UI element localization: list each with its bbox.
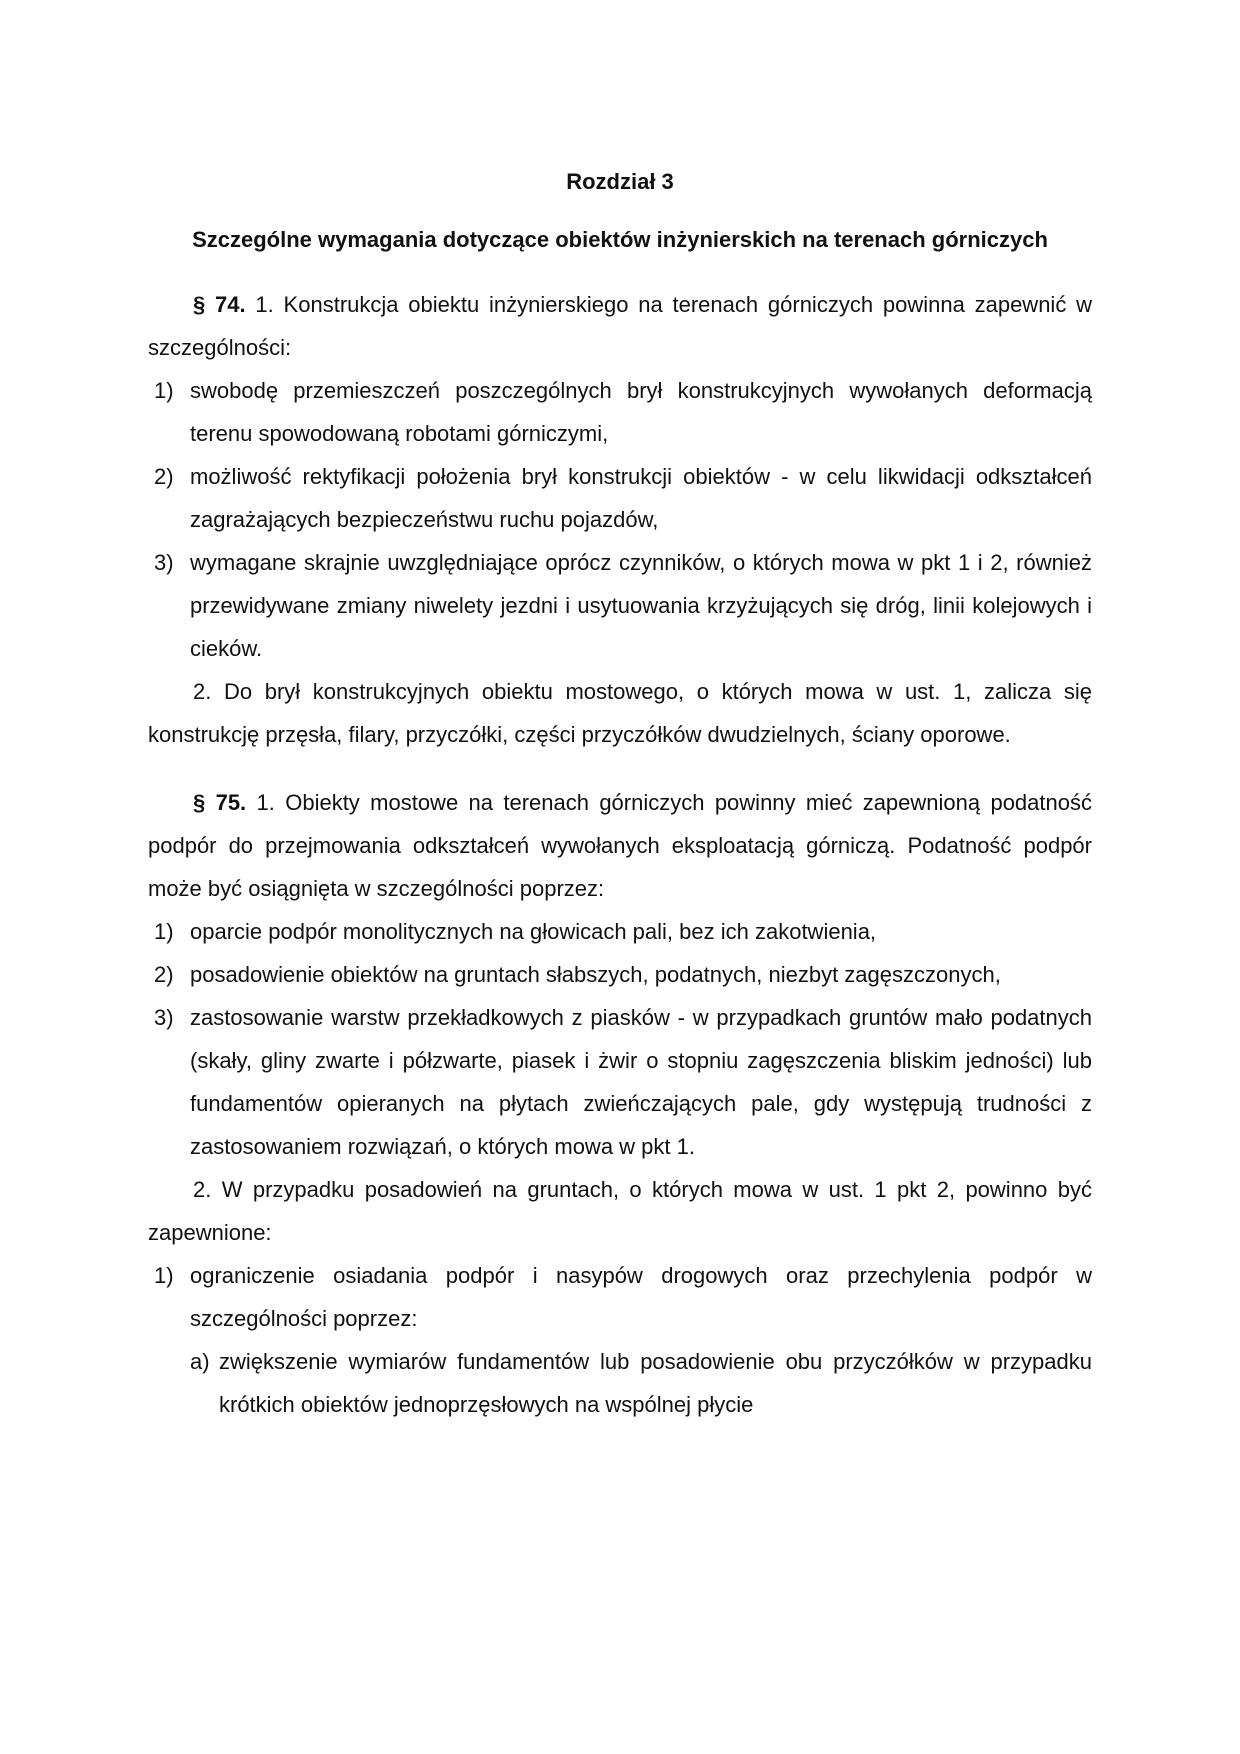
list-item (148, 910, 1092, 953)
document-page (148, 168, 1092, 1426)
list-item-text: ograniczenie osiadania podpór i nasypów drogowych oraz przechylenia podpór w szczególności poprzez: (190, 1263, 1092, 1331)
chapter-title: Rozdział 3 (566, 169, 674, 194)
list-item (148, 1254, 1092, 1340)
list-item (148, 996, 1092, 1168)
list-item-text: posadowienie obiektów na gruntach słabszych, podatnych, niezbyt zagęszczonych, (190, 962, 1001, 987)
list-item (148, 541, 1092, 670)
list-item-number: 1) (154, 378, 174, 403)
list-item-number: 3) (154, 550, 174, 575)
section-75-paragraph-2: 2. W przypadku posadowień na gruntach, o których mowa w ust. 1 pkt 2, powinno być zapewnione: (148, 1177, 1092, 1245)
list-item-number: 2) (154, 962, 174, 987)
section-74 (148, 283, 1092, 756)
section-75-list-2 (148, 1254, 1092, 1426)
list-item-number: 3) (154, 1005, 174, 1030)
list-item-text: wymagane skrajnie uwzględniające oprócz czynników, o których mowa w pkt 1 i 2, również przewidywane zmiany niwelety jezdni i usytuowania krzyżujących się dróg, linii kolejowych i cieków. (190, 550, 1092, 661)
section-75 (148, 781, 1092, 1426)
list-item-text: zastosowanie warstw przekładkowych z piasków - w przypadkach gruntów mało podatnych (skały, gliny zwarte i półzwarte, piasek i żwir o stopniu zagęszczenia bliskim jedności) lub fundamentów opieranych na płytach zwieńczających pale, gdy występują trudności z zastosowaniem rozwiązań, o których mowa w pkt 1. (190, 1005, 1092, 1159)
sub-list-item-letter: a) (190, 1349, 210, 1374)
sub-list-item-text: zwiększenie wymiarów fundamentów lub posadowienie obu przyczółków w przypadku krótkich obiektów jednoprzęsłowych na wspólnej płycie (219, 1349, 1092, 1417)
chapter-heading: Szczególne wymagania dotyczące obiektów inżynierskich na terenach górniczych (192, 227, 1048, 252)
section-75-intro (148, 781, 1092, 910)
section-75-intro-text: 1. Obiekty mostowe na terenach górniczych powinny mieć zapewnioną podatność podpór do przejmowania odkształceń wywołanych eksploatacją górniczą. Podatność podpór może być osiągnięta w szczególności poprzez: (148, 790, 1092, 901)
section-75-label: § 75. (193, 790, 247, 815)
list-item-number: 2) (154, 464, 174, 489)
list-item (148, 953, 1092, 996)
list-item-text: możliwość rektyfikacji położenia brył konstrukcji obiektów - w celu likwidacji odkształceń zagrażających bezpieczeństwu ruchu pojazdów, (190, 464, 1092, 532)
section-75-list (148, 910, 1092, 1168)
list-item-text: oparcie podpór monolitycznych na głowicach pali, bez ich zakotwienia, (190, 919, 877, 944)
list-item-number: 1) (154, 1263, 174, 1288)
section-74-paragraph-2: 2. Do brył konstrukcyjnych obiektu mostowego, o których mowa w ust. 1, zalicza się konstrukcję przęsła, filary, przyczółki, części przyczółków dwudzielnych, ściany oporowe. (148, 679, 1092, 747)
section-74-intro (148, 283, 1092, 369)
list-item-number: 1) (154, 919, 174, 944)
list-item (148, 455, 1092, 541)
sub-list-item (148, 1340, 1092, 1426)
section-74-list (148, 369, 1092, 670)
section-74-label: § 74. (193, 292, 246, 317)
list-item-text: swobodę przemieszczeń poszczególnych brył konstrukcyjnych wywołanych deformacją terenu spowodowaną robotami górniczymi, (190, 378, 1092, 446)
list-item (148, 369, 1092, 455)
section-74-intro-text: 1. Konstrukcja obiektu inżynierskiego na terenach górniczych powinna zapewnić w szczególności: (148, 292, 1092, 360)
